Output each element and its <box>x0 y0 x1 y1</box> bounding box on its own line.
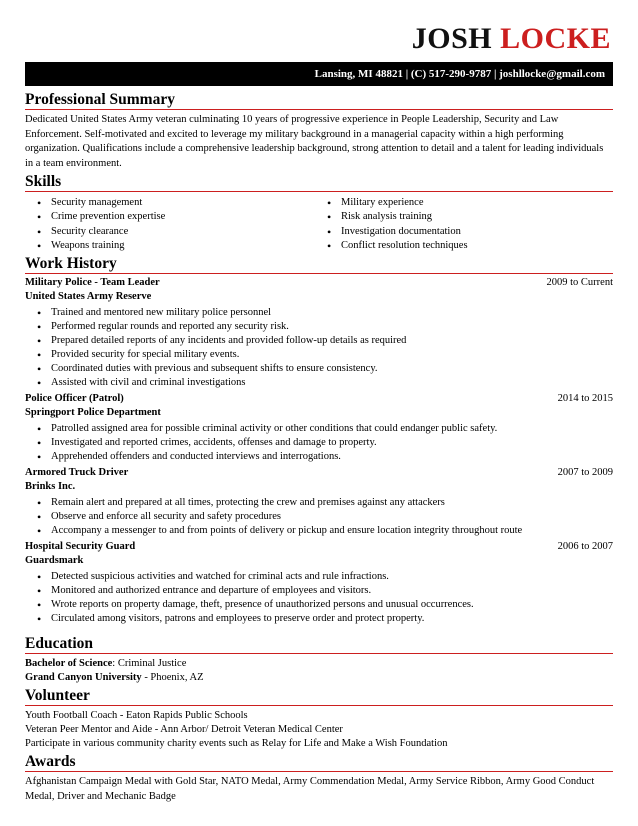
work-history-title: Work History <box>25 254 613 274</box>
job-title: Police Officer (Patrol) <box>25 393 124 404</box>
degree-value: : Criminal Justice <box>112 658 187 669</box>
work-history-section <box>25 254 613 626</box>
job-org: United States Army Reserve <box>25 291 152 302</box>
job-entry <box>25 540 613 626</box>
job-org: Brinks Inc. <box>25 481 76 492</box>
skill-item: • Risk analysis training <box>327 210 597 224</box>
job-bullet: • Trained and mentored new military police personnel <box>37 306 613 320</box>
school-location: - Phoenix, AZ <box>141 672 204 683</box>
job-bullet: • Performed regular rounds and reported any security risk. <box>37 320 613 334</box>
job-title: Military Police - Team Leader <box>25 277 160 288</box>
skill-item: • Military experience <box>327 196 597 210</box>
volunteer-section <box>25 686 613 751</box>
skills-list <box>25 196 613 253</box>
school-name: Grand Canyon University <box>25 672 142 683</box>
degree-line <box>25 657 613 671</box>
volunteer-item: Youth Football Coach - Eaton Rapids Public Schools <box>25 710 248 721</box>
job-title: Armored Truck Driver <box>25 467 129 478</box>
job-dates: 2009 to Current <box>546 277 613 288</box>
summary-title: Professional Summary <box>25 90 613 110</box>
awards-text: Afghanistan Campaign Medal with Gold Star, NATO Medal, Army Commendation Medal, Army Service Ribbon, Army Good Conduct Medal, Driver and Mechanic Badge <box>25 776 595 802</box>
job-bullet: • Investigated and reported crimes, accidents, offenses and damage to property. <box>37 436 613 450</box>
job-bullet: • Coordinated duties with previous and subsequent shifts to ensure consistency. <box>37 362 613 376</box>
last-name: LOCKE <box>500 22 611 55</box>
job-bullet: • Provided security for special military events. <box>37 348 613 362</box>
job-entry <box>25 466 613 538</box>
job-bullet: • Circulated among visitors, patrons and employees to preserve order and protect property. <box>37 612 613 626</box>
job-bullet: • Detected suspicious activities and watched for criminal acts and rule infractions. <box>37 570 613 584</box>
job-dates: 2007 to 2009 <box>557 467 613 478</box>
volunteer-item: Veteran Peer Mentor and Aide - Ann Arbor/ Detroit Veteran Medical Center <box>25 724 343 735</box>
education-title: Education <box>25 634 613 654</box>
skills-section <box>25 172 613 253</box>
degree-label: Bachelor of Science <box>25 658 113 669</box>
candidate-name <box>412 22 611 56</box>
skills-title: Skills <box>25 172 613 192</box>
awards-title: Awards <box>25 752 613 772</box>
job-bullet: • Observe and enforce all security and safety procedures <box>37 510 613 524</box>
job-bullet: • Prepared detailed reports of any incidents and provided follow-up details as required <box>37 334 613 348</box>
skill-item: • Weapons training <box>37 239 327 253</box>
skill-item: • Security management <box>37 196 327 210</box>
job-title: Hospital Security Guard <box>25 541 136 552</box>
skill-item: • Security clearance <box>37 225 327 239</box>
job-bullet: • Wrote reports on property damage, theft, presence of unauthorized persons and unusual occurrences. <box>37 598 613 612</box>
job-bullet: • Accompany a messenger to and from points of delivery or pickup and ensure location integrity throughout route <box>37 524 613 538</box>
first-name: JOSH <box>411 22 493 55</box>
job-entry <box>25 276 613 390</box>
education-section <box>25 634 613 685</box>
job-entry <box>25 392 613 464</box>
school-line <box>25 671 613 685</box>
awards-section <box>25 752 613 804</box>
job-bullet: • Apprehended offenders and conducted interviews and interrogations. <box>37 450 613 464</box>
contact-info: Lansing, MI 48821 | (C) 517-290-9787 | joshllocke@gmail.com <box>314 68 605 80</box>
skills-left-column <box>25 196 327 253</box>
summary-text: Dedicated United States Army veteran culminating 10 years of progressive experience in People Leadership, Security and Law Enforcement. Self-motivated and excited to leverage my military background in a managerial capacity within a high performing organization. Qualifications include a comprehensive leadership background, strong attention to detail and a talent for leading individuals in a team environment. <box>25 114 604 169</box>
volunteer-title: Volunteer <box>25 686 613 706</box>
contact-bar <box>25 62 613 86</box>
job-bullet: • Patrolled assigned area for possible criminal activity or other conditions that could endanger public safety. <box>37 422 613 436</box>
job-bullet: • Assisted with civil and criminal investigations <box>37 376 613 390</box>
job-dates: 2006 to 2007 <box>557 541 613 552</box>
skill-item: • Investigation documentation <box>327 225 597 239</box>
job-bullet: • Monitored and authorized entrance and departure of employees and visitors. <box>37 584 613 598</box>
job-org: Guardsmark <box>25 555 84 566</box>
job-dates: 2014 to 2015 <box>557 393 613 404</box>
job-bullet: • Remain alert and prepared at all times, protecting the crew and premises against any attackers <box>37 496 613 510</box>
volunteer-item: Participate in various community charity events such as Relay for Life and Make a Wish Foundation <box>25 738 448 749</box>
skill-item: • Conflict resolution techniques <box>327 239 597 253</box>
skills-right-column <box>327 196 597 253</box>
summary-section <box>25 90 613 171</box>
skill-item: • Crime prevention expertise <box>37 210 327 224</box>
job-org: Springport Police Department <box>25 407 161 418</box>
